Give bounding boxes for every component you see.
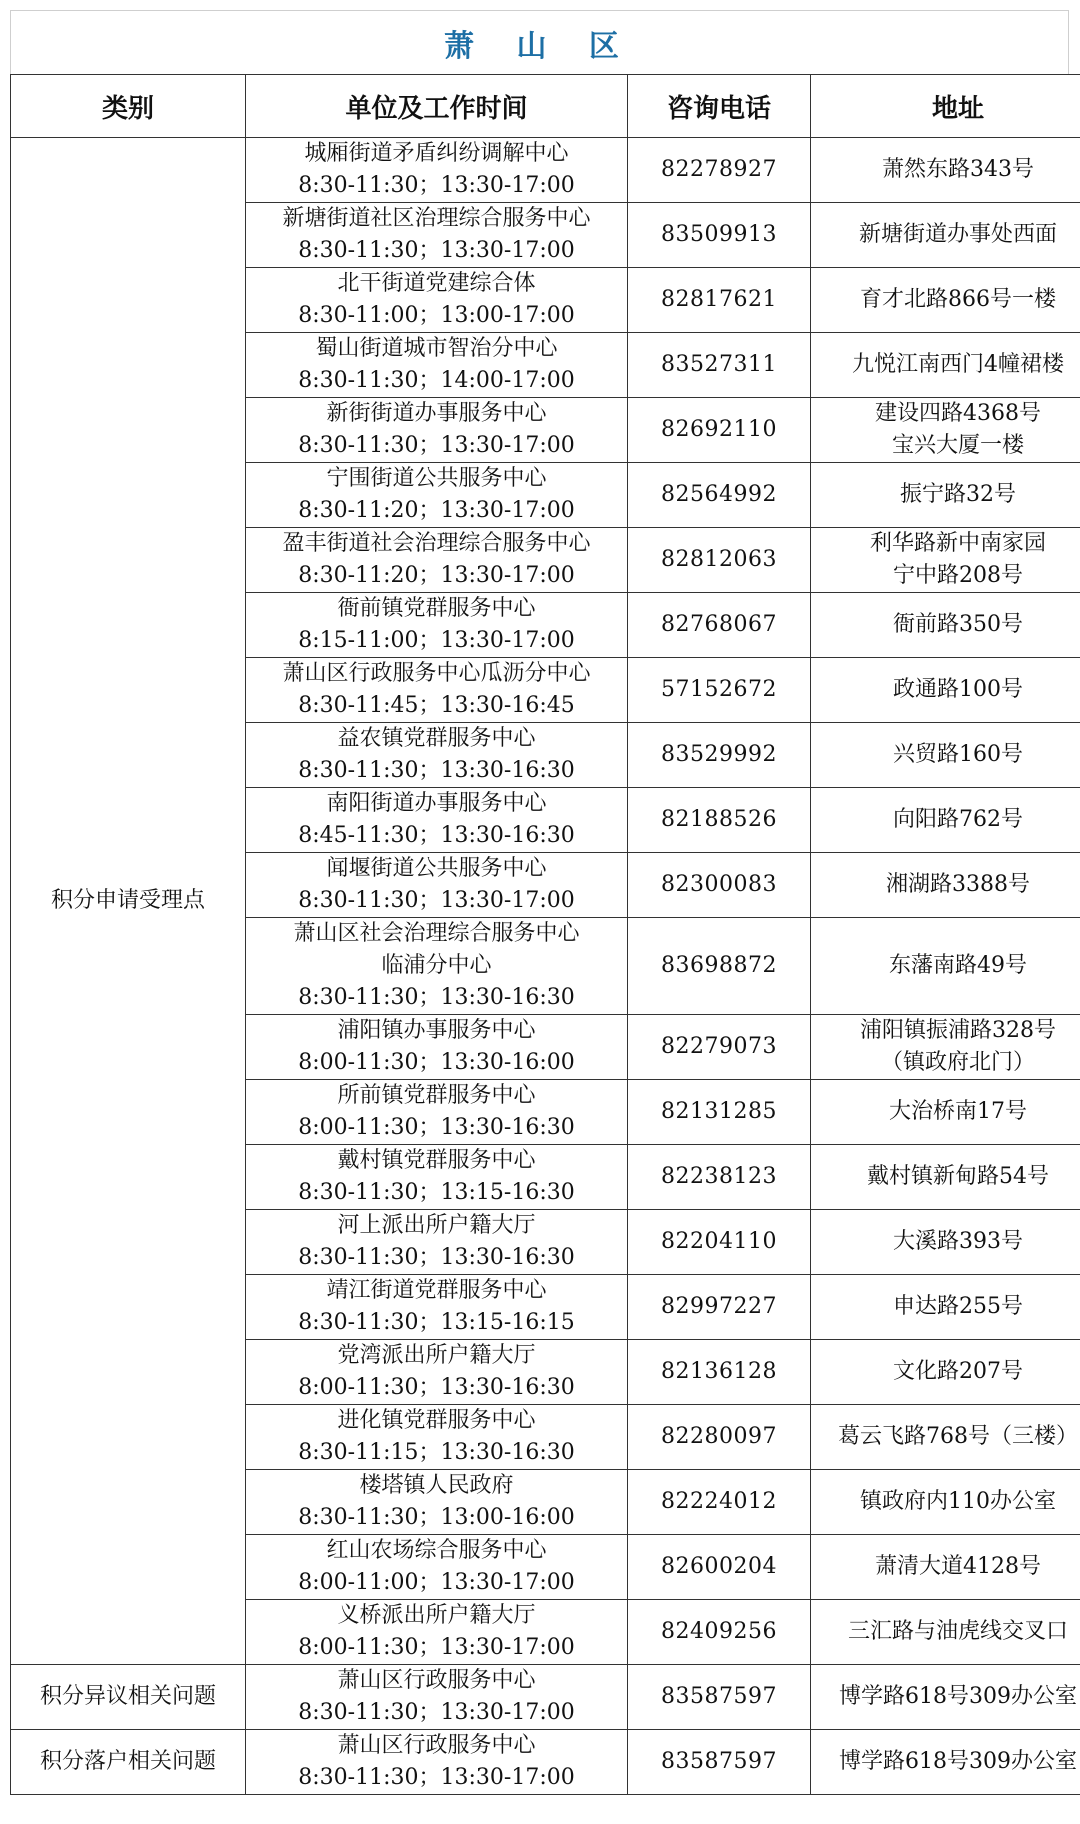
unit-hours-cell [246, 138, 628, 203]
unit-name-text: 河上派出所户籍大厅 [337, 1213, 536, 1238]
service-points-table [10, 74, 1080, 1795]
unit-name-text: 红山农场综合服务中心 [326, 1538, 547, 1563]
unit-name-text: 楼塔镇人民政府 [359, 1473, 514, 1498]
working-hours-text: 8:30-11:30；13:00-16:00 [298, 1505, 575, 1530]
table-header-row [11, 75, 1080, 138]
unit-hours-cell [246, 1015, 628, 1080]
working-hours-text: 8:30-11:00；13:00-17:00 [298, 303, 575, 328]
working-hours-text: 8:30-11:30；13:15-16:15 [298, 1310, 575, 1335]
working-hours-text: 8:30-11:15；13:30-16:30 [298, 1440, 575, 1465]
phone-cell: 82817621 [628, 268, 811, 333]
unit-hours-cell [246, 723, 628, 788]
address-cell [811, 333, 1080, 398]
phone-cell: 82279073 [628, 1015, 811, 1080]
phone-cell: 82409256 [628, 1600, 811, 1665]
address-cell [811, 138, 1080, 203]
address-cell [811, 1665, 1080, 1730]
phone-cell: 82131285 [628, 1080, 811, 1145]
address-line: 博学路618号309办公室 [839, 1684, 1077, 1709]
address-cell [811, 723, 1080, 788]
phone-cell: 82600204 [628, 1535, 811, 1600]
unit-hours-cell [246, 1145, 628, 1210]
unit-name-text: 党湾派出所户籍大厅 [337, 1343, 536, 1368]
address-cell [811, 788, 1080, 853]
working-hours-text: 8:30-11:30；13:30-17:00 [298, 238, 575, 263]
address-cell [811, 593, 1080, 658]
address-line: 振宁路32号 [900, 482, 1016, 507]
unit-hours-cell [246, 1665, 628, 1730]
phone-cell: 83527311 [628, 333, 811, 398]
address-cell [811, 1275, 1080, 1340]
phone-cell: 83698872 [628, 918, 811, 1015]
category-cell: 积分申请受理点 [11, 138, 246, 1665]
address-line: 戴村镇新甸路54号 [867, 1164, 1049, 1189]
address-cell [811, 1730, 1080, 1795]
category-cell: 积分落户相关问题 [11, 1730, 246, 1795]
address-line: （镇政府北门） [880, 1050, 1035, 1075]
table-body [11, 138, 1080, 1795]
unit-name-text: 城厢街道矛盾纠纷调解中心 [304, 141, 569, 166]
address-line: 葛云飞路768号（三楼） [838, 1424, 1078, 1449]
working-hours-text: 8:30-11:30；13:30-16:30 [298, 758, 575, 783]
address-line: 利华路新中南家园 [869, 531, 1046, 556]
phone-cell: 82564992 [628, 463, 811, 528]
address-cell [811, 1340, 1080, 1405]
working-hours-text: 8:30-11:30；13:30-16:30 [298, 985, 575, 1010]
address-line: 湘湖路3388号 [886, 872, 1030, 897]
address-line: 向阳路762号 [893, 807, 1023, 832]
address-cell [811, 1535, 1080, 1600]
working-hours-text: 8:30-11:30；14:00-17:00 [298, 368, 575, 393]
address-cell [811, 1405, 1080, 1470]
unit-hours-cell [246, 918, 628, 1015]
unit-name-text: 北干街道党建综合体 [337, 271, 536, 296]
address-line: 政通路100号 [893, 677, 1023, 702]
phone-cell: 82224012 [628, 1470, 811, 1535]
phone-cell: 82238123 [628, 1145, 811, 1210]
address-cell [811, 1015, 1080, 1080]
unit-hours-cell [246, 853, 628, 918]
address-cell [811, 268, 1080, 333]
unit-name-text: 所前镇党群服务中心 [337, 1083, 536, 1108]
phone-cell: 83529992 [628, 723, 811, 788]
unit-hours-cell [246, 788, 628, 853]
working-hours-text: 8:45-11:30；13:30-16:30 [298, 823, 575, 848]
unit-hours-cell [246, 658, 628, 723]
unit-hours-cell [246, 1600, 628, 1665]
unit-name-text: 宁围街道公共服务中心 [326, 466, 547, 491]
unit-hours-cell [246, 1730, 628, 1795]
table-row [11, 138, 1080, 203]
address-line: 东藩南路49号 [889, 953, 1027, 978]
working-hours-text: 8:00-11:00；13:30-17:00 [298, 1570, 575, 1595]
district-title: 萧 山 区 [10, 10, 1069, 74]
address-cell [811, 1470, 1080, 1535]
phone-cell: 82136128 [628, 1340, 811, 1405]
phone-cell: 82692110 [628, 398, 811, 463]
unit-name-text: 衙前镇党群服务中心 [337, 596, 536, 621]
unit-name-text: 萧山区社会治理综合服务中心 [293, 921, 580, 946]
unit-hours-cell [246, 1275, 628, 1340]
phone-cell: 82812063 [628, 528, 811, 593]
address-line: 萧然东路343号 [882, 157, 1034, 182]
address-line: 九悦江南西门4幢裙楼 [852, 352, 1064, 377]
unit-name-text: 靖江街道党群服务中心 [326, 1278, 547, 1303]
unit-name-text: 南阳街道办事服务中心 [326, 791, 547, 816]
unit-hours-cell [246, 593, 628, 658]
unit-name-text: 益农镇党群服务中心 [337, 726, 536, 751]
unit-name-text: 萧山区行政服务中心 [337, 1668, 536, 1693]
header-category: 类别 [11, 75, 246, 138]
address-cell [811, 1145, 1080, 1210]
unit-name-text: 新街街道办事服务中心 [326, 401, 547, 426]
address-cell [811, 203, 1080, 268]
working-hours-text: 8:30-11:20；13:30-17:00 [298, 498, 575, 523]
unit-name-text: 临浦分中心 [381, 953, 492, 978]
address-cell [811, 463, 1080, 528]
phone-cell: 82278927 [628, 138, 811, 203]
document-sheet [10, 10, 1078, 1795]
unit-name-text: 进化镇党群服务中心 [337, 1408, 536, 1433]
unit-hours-cell [246, 1405, 628, 1470]
address-line: 新塘街道办事处西面 [858, 222, 1057, 247]
unit-hours-cell [246, 463, 628, 528]
address-line: 浦阳镇振浦路328号 [860, 1018, 1056, 1043]
address-line: 宁中路208号 [893, 563, 1023, 588]
phone-cell: 82300083 [628, 853, 811, 918]
address-line: 萧清大道4128号 [875, 1554, 1041, 1579]
phone-cell: 82188526 [628, 788, 811, 853]
unit-name-text: 蜀山街道城市智治分中心 [315, 336, 558, 361]
table-row [11, 1665, 1080, 1730]
unit-name-text: 盈丰街道社会治理综合服务中心 [282, 531, 591, 556]
phone-cell: 82768067 [628, 593, 811, 658]
address-line: 衙前路350号 [893, 612, 1023, 637]
header-unit-hours: 单位及工作时间 [246, 75, 628, 138]
unit-name-text: 萧山区行政服务中心瓜沥分中心 [282, 661, 591, 686]
address-cell [811, 853, 1080, 918]
unit-hours-cell [246, 1210, 628, 1275]
category-cell: 积分异议相关问题 [11, 1665, 246, 1730]
unit-hours-cell [246, 1340, 628, 1405]
header-address: 地址 [811, 75, 1080, 138]
phone-cell: 82997227 [628, 1275, 811, 1340]
working-hours-text: 8:30-11:30；13:30-17:00 [298, 433, 575, 458]
address-line: 博学路618号309办公室 [839, 1749, 1077, 1774]
working-hours-text: 8:30-11:30；13:30-17:00 [298, 173, 575, 198]
phone-cell: 83587597 [628, 1730, 811, 1795]
working-hours-text: 8:00-11:30；13:30-16:30 [298, 1375, 575, 1400]
header-phone: 咨询电话 [628, 75, 811, 138]
working-hours-text: 8:30-11:30；13:15-16:30 [298, 1180, 575, 1205]
address-line: 育才北路866号一楼 [860, 287, 1056, 312]
unit-hours-cell [246, 1080, 628, 1145]
working-hours-text: 8:30-11:20；13:30-17:00 [298, 563, 575, 588]
unit-name-text: 萧山区行政服务中心 [337, 1733, 536, 1758]
unit-name-text: 闻堰街道公共服务中心 [326, 856, 547, 881]
phone-cell: 83587597 [628, 1665, 811, 1730]
unit-hours-cell [246, 1535, 628, 1600]
address-line: 三汇路与油虎线交叉口 [847, 1619, 1068, 1644]
phone-cell: 82280097 [628, 1405, 811, 1470]
address-line: 宝兴大厦一楼 [891, 433, 1024, 458]
unit-hours-cell [246, 398, 628, 463]
phone-cell: 57152672 [628, 658, 811, 723]
address-line: 大治桥南17号 [889, 1099, 1027, 1124]
address-cell [811, 1210, 1080, 1275]
working-hours-text: 8:30-11:30；13:30-16:30 [298, 1245, 575, 1270]
address-line: 大溪路393号 [893, 1229, 1023, 1254]
unit-hours-cell [246, 528, 628, 593]
working-hours-text: 8:30-11:30；13:30-17:00 [298, 1765, 575, 1790]
address-cell [811, 528, 1080, 593]
working-hours-text: 8:15-11:00；13:30-17:00 [298, 628, 575, 653]
working-hours-text: 8:30-11:45；13:30-16:45 [298, 693, 575, 718]
address-cell [811, 398, 1080, 463]
phone-cell: 83509913 [628, 203, 811, 268]
address-cell [811, 658, 1080, 723]
working-hours-text: 8:00-11:30；13:30-16:30 [298, 1115, 575, 1140]
unit-hours-cell [246, 203, 628, 268]
working-hours-text: 8:00-11:30；13:30-16:00 [298, 1050, 575, 1075]
phone-cell: 82204110 [628, 1210, 811, 1275]
address-line: 兴贸路160号 [893, 742, 1023, 767]
unit-name-text: 浦阳镇办事服务中心 [337, 1018, 536, 1043]
address-cell [811, 1080, 1080, 1145]
unit-hours-cell [246, 1470, 628, 1535]
unit-hours-cell [246, 268, 628, 333]
address-line: 申达路255号 [893, 1294, 1023, 1319]
unit-hours-cell [246, 333, 628, 398]
address-line: 文化路207号 [893, 1359, 1023, 1384]
table-row [11, 1730, 1080, 1795]
address-line: 镇政府内110办公室 [860, 1489, 1056, 1514]
address-line: 建设四路4368号 [875, 401, 1041, 426]
working-hours-text: 8:30-11:30；13:30-17:00 [298, 1700, 575, 1725]
working-hours-text: 8:30-11:30；13:30-17:00 [298, 888, 575, 913]
address-cell [811, 1600, 1080, 1665]
working-hours-text: 8:00-11:30；13:30-17:00 [298, 1635, 575, 1660]
address-cell [811, 918, 1080, 1015]
unit-name-text: 新塘街道社区治理综合服务中心 [282, 206, 591, 231]
unit-name-text: 戴村镇党群服务中心 [337, 1148, 536, 1173]
unit-name-text: 义桥派出所户籍大厅 [337, 1603, 536, 1628]
